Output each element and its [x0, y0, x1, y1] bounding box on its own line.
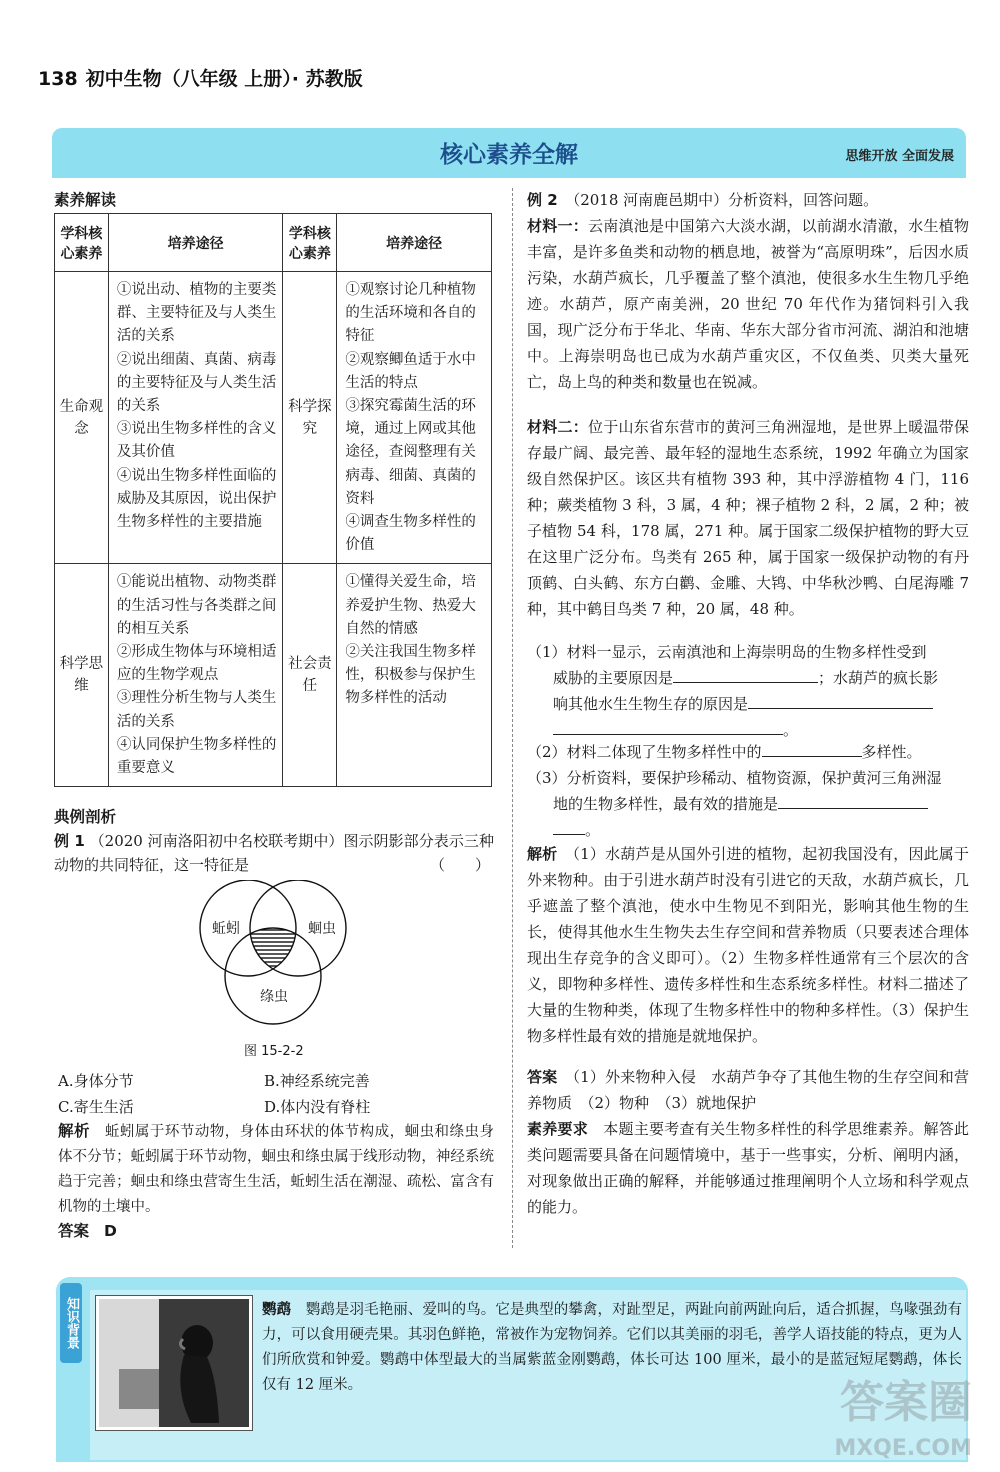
path-cell: [337, 564, 492, 787]
watermark: [834, 1377, 972, 1472]
example2-answer: [527, 1064, 969, 1116]
venn-diagram: [190, 880, 350, 1030]
question-3: （3）分析资料，要保护珍稀动、植物资源，保护黄河三角洲湿 地的生物多样性，最有效的措施是 。: [527, 769, 942, 839]
path-item: ④说出生物多样性面临的威胁及其原因，说出保护生物多样性的主要措施: [116, 467, 277, 531]
material1-text: 云南滇池是中国第六大淡水湖，以前湖水清澈，水生植物丰富，是许多鱼类和动物的栖息地，被誉为“高原明珠”，后因水质污染，水葫芦疯长，几乎覆盖了整个滇池，使很多水生生物几乎绝迹。水葫芦，原产南美洲，20 世纪 70 年代作为猪饲料引入我国，现广泛分布于华北、华南、华东大部分省市河流、湖泊和池塘中。上海崇明岛也已成为水葫芦重灾区，不仅鱼类、贝类大量死亡，岛上鸟的种类和数量也在锐减。: [527, 217, 969, 391]
material1-label: 材料一：: [527, 217, 588, 235]
watermark-big: 答案圈: [840, 1377, 972, 1428]
background-tab: 知识背景: [60, 1283, 82, 1363]
path-item: ③理性分析生物与人类生活的关系: [116, 690, 277, 730]
path-item: ②形成生物体与环境相适应的生物学观点: [116, 644, 277, 684]
analysis-label: 解析: [58, 1122, 90, 1140]
question-1: [527, 639, 969, 743]
table-row: [55, 272, 492, 564]
table-header-row: [55, 214, 492, 272]
requirement-text: 本题主要考查有关生物多样性的科学思维素养。解答此类问题需要具备在问题情境中，基于一些事实，分析、阐明内涵，对现象做出正确的解释，并能够通过推理阐明个人立场和科学观点的能力。: [527, 1120, 969, 1216]
path-item: ①说出动、植物的主要类群、主要特征及与人类生活的关系: [116, 282, 277, 345]
answer-text: （1）外来物种入侵 水葫芦争夺了其他生物的生存空间和营养物质 （2）物种 （3）就地保护: [527, 1068, 969, 1112]
requirement-label: 素养要求: [527, 1120, 588, 1138]
answer-blank[interactable]: [553, 717, 783, 735]
path-item: ①能说出植物、动物类群的生活习性与各类群之间的相互关系: [116, 574, 277, 637]
parrot-image: [99, 1299, 249, 1427]
literacy-heading: 素养解读: [54, 191, 117, 209]
path-cell: [108, 272, 283, 564]
literacy-requirement: [527, 1116, 969, 1220]
option-b: B.神经系统完善: [264, 1072, 370, 1090]
answer-blank[interactable]: [553, 817, 585, 835]
parrot-photo: [96, 1296, 252, 1430]
path-item: ④调查生物多样性的价值: [345, 514, 476, 554]
answer-bracket: （ ）: [430, 856, 491, 874]
core-cell: 生命观念: [55, 272, 109, 564]
answer-blank[interactable]: [778, 791, 928, 809]
book-title: 初中生物（八年级 上册）· 苏教版: [85, 68, 363, 90]
core-cell: 科学思维: [55, 564, 109, 787]
option-c: C.寄生生活: [58, 1098, 134, 1116]
figure-caption: 图 15-2-2: [244, 1044, 304, 1059]
path-item: ②说出细菌、真菌、病毒的主要特征及与人类生活的关系: [116, 351, 277, 415]
q1-line: 威胁的主要原因是 ；水葫芦的疯长影: [527, 665, 969, 691]
page-number: 138: [38, 68, 78, 90]
venn-label-tapeworm: 绦虫: [260, 989, 288, 1005]
page-header: [38, 64, 363, 91]
banner-title: 核心素养全解: [440, 142, 578, 168]
example1-stem: [54, 829, 494, 878]
q1-line: 。: [527, 717, 969, 743]
path-item: ③探究霉菌生活的环境，通过上网或其他途径，查阅整理有关病毒、细菌、真菌的资料: [345, 398, 476, 507]
example-section-heading: 典例剖析: [54, 808, 117, 826]
col-path-header: 培养途径: [108, 214, 283, 272]
watermark-small: MXQE.COM: [834, 1436, 972, 1461]
venn-label-earthworm: 蚯蚓: [212, 921, 240, 937]
path-cell: [337, 272, 492, 564]
col-core-header: 学科核心素养: [55, 214, 109, 272]
path-item: ④认同保护生物多样性的重要意义: [116, 736, 277, 777]
answer-label: 答案: [527, 1068, 558, 1086]
path-item: ①观察讨论几种植物的生活环境和各自的特征: [345, 282, 476, 345]
question-2: （2）材料二体现了生物多样性中的 多样性。: [527, 739, 969, 765]
analysis-text: 蚯蚓属于环节动物，身体由环状的体节构成，蛔虫和绦虫身体不分节；蚯蚓属于环节动物，蛔虫和绦虫属于线形动物，神经系统趋于完善；蛔虫和绦虫营寄生生活，蚯蚓生活在潮湿、疏松、富含有机物的土壤中。: [58, 1124, 494, 1215]
column-divider: [512, 188, 513, 1248]
answer-blank[interactable]: [673, 665, 818, 683]
example2-question: （2018 河南鹿邑期中）分析资料，回答问题。: [572, 191, 879, 209]
col-core-header: 学科核心素养: [283, 214, 337, 272]
q1-line: （1）材料一显示，云南滇池和上海崇明岛的生物多样性受到: [527, 643, 927, 661]
core-cell: 社会责任: [283, 564, 337, 787]
background-body: 鹦鹉是羽毛艳丽、爱叫的鸟。它是典型的攀禽，对趾型足，两趾向前两趾向后，适合抓握，鸟喙强劲有力，可以食用硬壳果。其羽色鲜艳，常被作为宠物饲养。它们以其美丽的羽毛，善学人语技能的特点，更为人们所欣赏和钟爱。鹦鹉中体型最大的当属紫蓝金刚鹦鹉，体长可达 100 厘米，最小的是蓝冠短尾鹦鹉，体长仅有 12 厘米。: [262, 1302, 963, 1393]
literacy-table: [54, 213, 492, 787]
section-banner: [52, 128, 966, 178]
banner-slogan: 思维开放 全面发展: [845, 149, 954, 164]
example1-label: 例 1: [54, 832, 85, 850]
example1-question: （2020 河南洛阳初中名校联考期中）图示阴影部分表示三种动物的共同特征，这一特征是: [54, 832, 494, 875]
material2-text: 位于山东省东营市的黄河三角洲湿地，是世界上暖温带保存最广阔、最完善、最年轻的湿地生态系统，1992 年确立为国家级自然保护区。该区共有植物 393 种，其中浮游植物 4 门，116 种；蕨类植物 3 科，3 属，4 种；裸子植物 2 科，2 属，2 种；被子植物 54 科，178 属，271 种。属于国家二级保护植物的野大豆在这里广泛分布。鸟类有 265 种，属于国家一级保护动物的有丹顶鹤、白头鹤、东方白鹳、金雕、大鸨、中华秋沙鸭、白尾海雕 7 种，其中鹤目鸟类 7 种，20 属，48 种。: [527, 418, 969, 618]
path-item: ①懂得关爱生命，培养爱护生物、热爱大自然的情感: [345, 574, 476, 637]
example1-answer: [58, 1219, 117, 1243]
path-cell: [108, 564, 283, 787]
analysis-text: （1）水葫芦是从国外引进的植物，起初我国没有，因此属于外来物种。由于引进水葫芦时没有引进它的天敌，水葫芦疯长，几乎遮盖了整个滇池，使水中生物见不到阳光，影响其他生物的生长，使得其他水生生物失去生存空间和营养物质（只要表述合理体现出生存竞争的含义即可）。（2）生物多样性通常有三个层次的含义，即物种多样性、遗传多样性和生态系统多样性。材料二描述了大量的生物种类，体现了生物多样性中的物种多样性。（3）保护生物多样性最有效的措施是就地保护。: [527, 845, 969, 1045]
col-path-header: 培养途径: [337, 214, 492, 272]
material-two: [527, 414, 969, 622]
background-name: 鹦鹉: [262, 1302, 292, 1318]
answer-text: D: [104, 1222, 117, 1240]
answer-blank[interactable]: [762, 739, 862, 757]
analysis-label: 解析: [527, 845, 558, 863]
answer-label: 答案: [58, 1222, 90, 1240]
path-item: ③说出生物多样性的含义及其价值: [116, 421, 277, 461]
option-d: D.体内没有脊柱: [264, 1098, 371, 1116]
example2-label: 例 2: [527, 191, 558, 209]
answer-blank[interactable]: [748, 691, 933, 709]
example2-stem: [527, 187, 969, 213]
path-item: ②关注我国生物多样性，积极参与保护生物多样性的活动: [345, 644, 476, 707]
option-a: A.身体分节: [58, 1072, 134, 1090]
path-item: ②观察鲫鱼适于水中生活的特点: [345, 351, 476, 391]
venn-label-roundworm: 蛔虫: [308, 921, 336, 937]
example2-analysis: [527, 841, 969, 1049]
material-one: [527, 213, 969, 395]
example1-analysis: [58, 1119, 494, 1220]
material2-label: 材料二：: [527, 418, 588, 436]
core-cell: 科学探究: [283, 272, 337, 564]
q1-line: 响其他水生生物生存的原因是: [527, 691, 969, 717]
table-row: [55, 564, 492, 787]
